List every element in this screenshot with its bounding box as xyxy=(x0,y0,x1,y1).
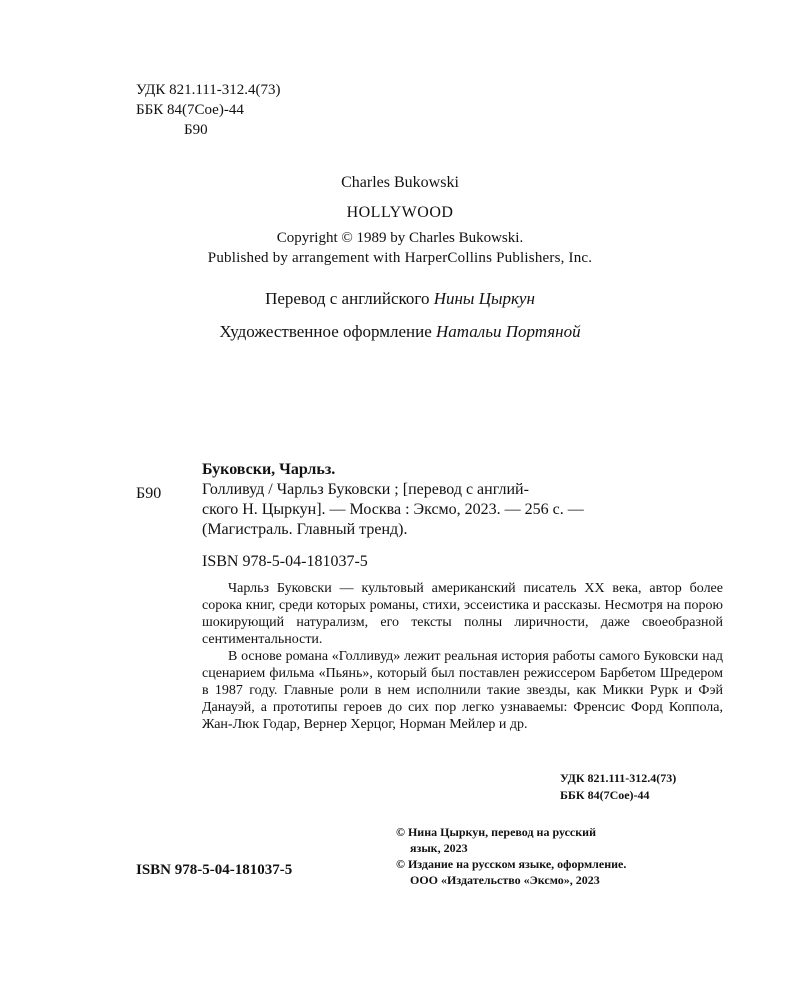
udk-code: УДК 821.111-312.4(73) xyxy=(136,82,281,98)
translation-label: Перевод с английского xyxy=(265,289,430,308)
annotation xyxy=(202,580,723,733)
designer-name: Натальи Портяной xyxy=(436,322,581,341)
bib-mark: Б90 xyxy=(136,485,162,502)
udk-code-right: УДК 821.111-312.4(73) xyxy=(560,771,677,785)
bbk-code: ББК 84(7Сое)-44 xyxy=(136,102,244,118)
bibliographic-record xyxy=(202,460,726,540)
design-credit xyxy=(0,322,800,342)
translator-name: Нины Цыркун xyxy=(433,289,535,308)
published-line: Published by arrangement with HarperCollins Publishers, Inc. xyxy=(207,250,593,266)
translation-credit xyxy=(0,289,800,309)
author-mark: Б90 xyxy=(184,122,208,138)
codes-right xyxy=(560,770,676,804)
bbk-code-right: ББК 84(7Сое)-44 xyxy=(560,788,650,802)
edition-copyright-cont: ООО «Издательство «Эксмо», 2023 xyxy=(410,873,600,887)
isbn-bottom: ISBN 978-5-04-181037-5 xyxy=(136,862,293,878)
translation-copyright: © Нина Цыркун, перевод на русский xyxy=(396,825,596,839)
annotation-paragraph: Чарльз Буковски — культовый американский писатель XX века, автор более сорока книг, среди которых романы, стихи, эссеистика и рассказы. Несмотря на порою шокирующий натурализм, его тексты полны лиричности, даже своеобразной сентиментальности. xyxy=(202,581,723,647)
bib-line: ского Н. Цыркун]. — Москва : Эксмо, 2023. — 256 с. — xyxy=(202,501,584,518)
bib-heading: Буковски, Чарльз. xyxy=(202,461,336,478)
original-title: HOLLYWOOD xyxy=(346,204,454,221)
design-label: Художественное оформление xyxy=(219,322,432,341)
copyright-line: Copyright © 1989 by Charles Bukowski. xyxy=(276,230,524,246)
original-author: Charles Bukowski xyxy=(341,174,459,191)
annotation-paragraph: В основе романа «Голливуд» лежит реальная история работы самого Буковски над сценарием фильма «Пьянь», который был поставлен режиссером Барбетом Шредером в 1987 году. Главные роли в нем исполнили такие звезды, как Микки Рурк и Фэй Данауэй, а прототипы героев до сих пор легко узнаваемы: Френсис Форд Коппола, Жан-Люк Годар, Вернер Херцог, Норман Мейлер и др. xyxy=(202,649,723,732)
copyright-notices xyxy=(396,824,626,888)
isbn-record: ISBN 978-5-04-181037-5 xyxy=(202,553,368,570)
translation-copyright-cont: язык, 2023 xyxy=(410,841,468,855)
bib-line: (Магистраль. Главный тренд). xyxy=(202,521,408,538)
catalog-codes xyxy=(136,80,280,140)
bib-line: Голливуд / Чарльз Буковски ; [перевод с англий- xyxy=(202,481,529,498)
edition-copyright: © Издание на русском языке, оформление. xyxy=(396,857,627,871)
